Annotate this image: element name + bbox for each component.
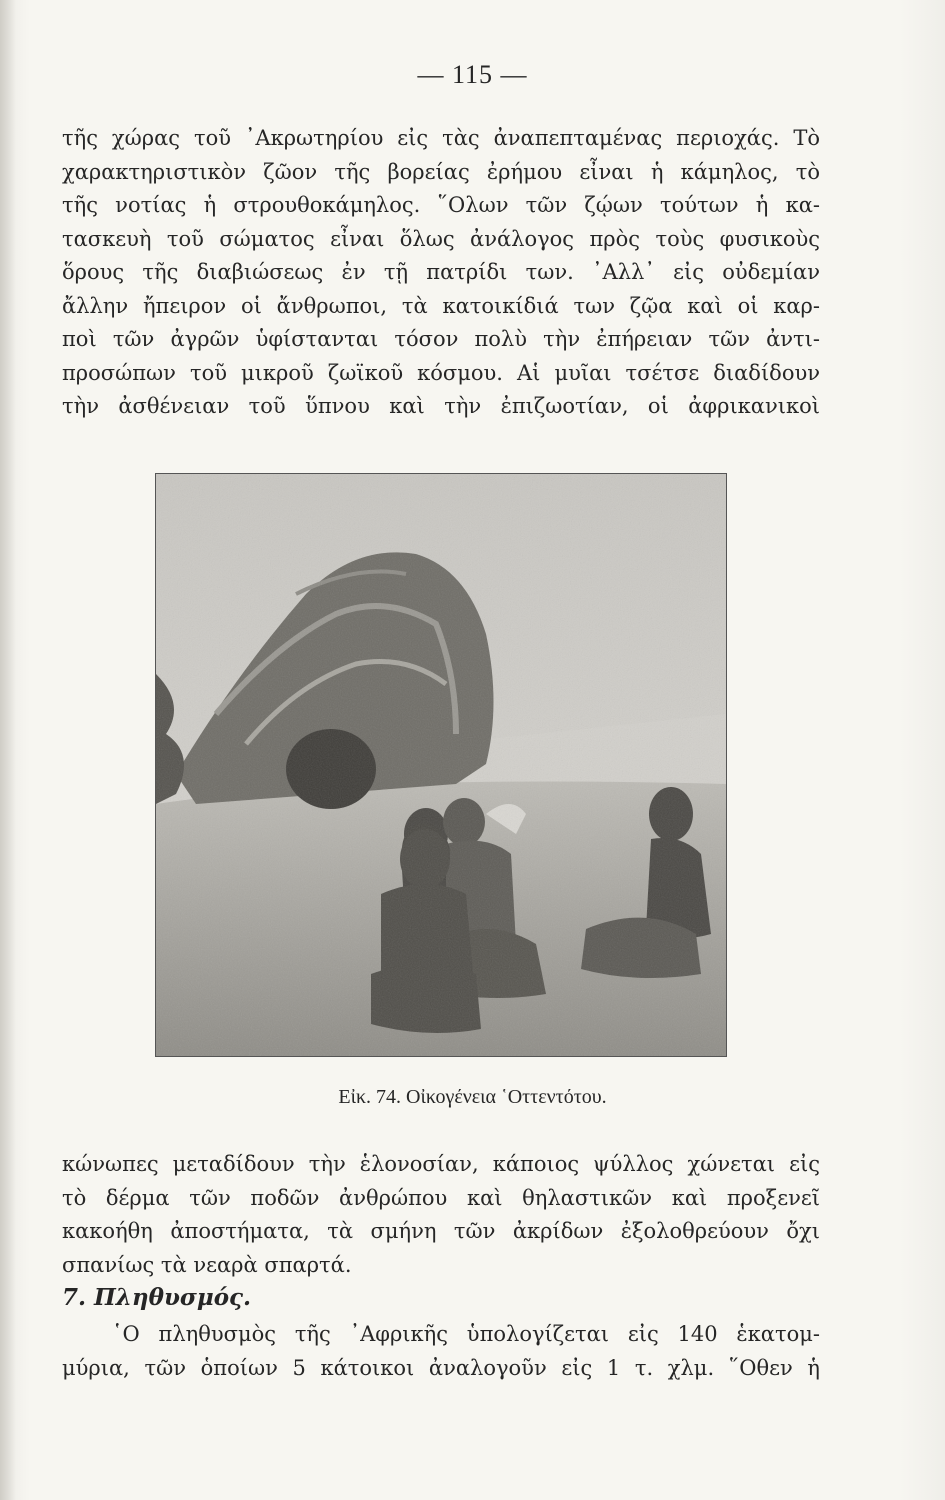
section-heading: 7. Πληθυσμός. — [62, 1284, 252, 1311]
figure-caption: Εἰκ. 74. Οἰκογένεια ῾Οττεντότου. — [338, 1086, 607, 1108]
text-line: κώνωπες μεταδίδουν τὴν ἑλονοσίαν, κάποιος ψύλλος χώνεται εἰς — [62, 1152, 820, 1176]
text-line: μύρια, τῶν ὁποίων 5 κάτοικοι ἀναλογοῦν εἰς 1 τ. χλμ. ῞Οθεν ἡ — [62, 1355, 820, 1380]
text-line: ὅρους τῆς διαβιώσεως ἐν τῇ πατρίδι των. ᾿Αλλ᾿ εἰς οὐδεμίαν — [62, 260, 820, 284]
text-line: τὸ δέρμα τῶν ποδῶν ἀνθρώπου καὶ θηλαστικῶν καὶ προξενεῖ — [62, 1185, 820, 1210]
paragraph-1 — [62, 122, 820, 424]
photo-illustration — [156, 474, 726, 1056]
paragraph-3 — [62, 1318, 820, 1385]
text-line: ποὶ τῶν ἀγρῶν ὑφίστανται τόσον πολὺ τὴν ἐπήρειαν τῶν ἀντι- — [62, 327, 820, 351]
paragraph-2 — [62, 1148, 820, 1282]
text-line: χαρακτηριστικὸν ζῶον τῆς βορείας ἐρήμου εἶναι ἡ κάμηλος, τὸ — [62, 159, 820, 184]
text-line: σπανίως τὰ νεαρὰ σπαρτά. — [62, 1252, 352, 1277]
text-line: προσώπων τοῦ μικροῦ ζωϊκοῦ κόσμου. Αἱ μυῖαι τσέτσε διαδίδουν — [62, 360, 820, 385]
text-line: τασκευὴ τοῦ σώματος εἶναι ὅλως ἀνάλογος πρὸς τοὺς φυσικοὺς — [62, 226, 820, 251]
text-line: τὴν ἀσθένειαν τοῦ ὕπνου καὶ τὴν ἐπιζωοτίαν, οἱ ἀφρικανικοὶ — [62, 394, 820, 418]
page-number: — 115 — — [417, 60, 528, 89]
text-line: ῾Ο πληθυσμὸς τῆς ᾿Αφρικῆς ὑπολογίζεται εἰς 140 ἑκατομ- — [112, 1322, 820, 1346]
text-line: τῆς χώρας τοῦ ᾿Ακρωτηρίου εἰς τὰς ἀναπεπταμένας περιοχάς. Τὸ — [62, 126, 820, 150]
text-line: τῆς νοτίας ἡ στρουθοκάμηλος. ῞Ολων τῶν ζῴων τούτων ἡ κα- — [62, 193, 820, 217]
hottentot-family-photo — [155, 473, 727, 1057]
text-line: κακοήθη ἀποστήματα, τὰ σμήνη τῶν ἀκρίδων ἐξολοθρεύουν ὄχι — [62, 1219, 820, 1243]
text-line: ἄλλην ἤπειρον οἱ ἄνθρωποι, τὰ κατοικίδιά των ζῷα καὶ οἱ καρ- — [62, 293, 820, 318]
page-gutter-shadow — [0, 0, 16, 1500]
